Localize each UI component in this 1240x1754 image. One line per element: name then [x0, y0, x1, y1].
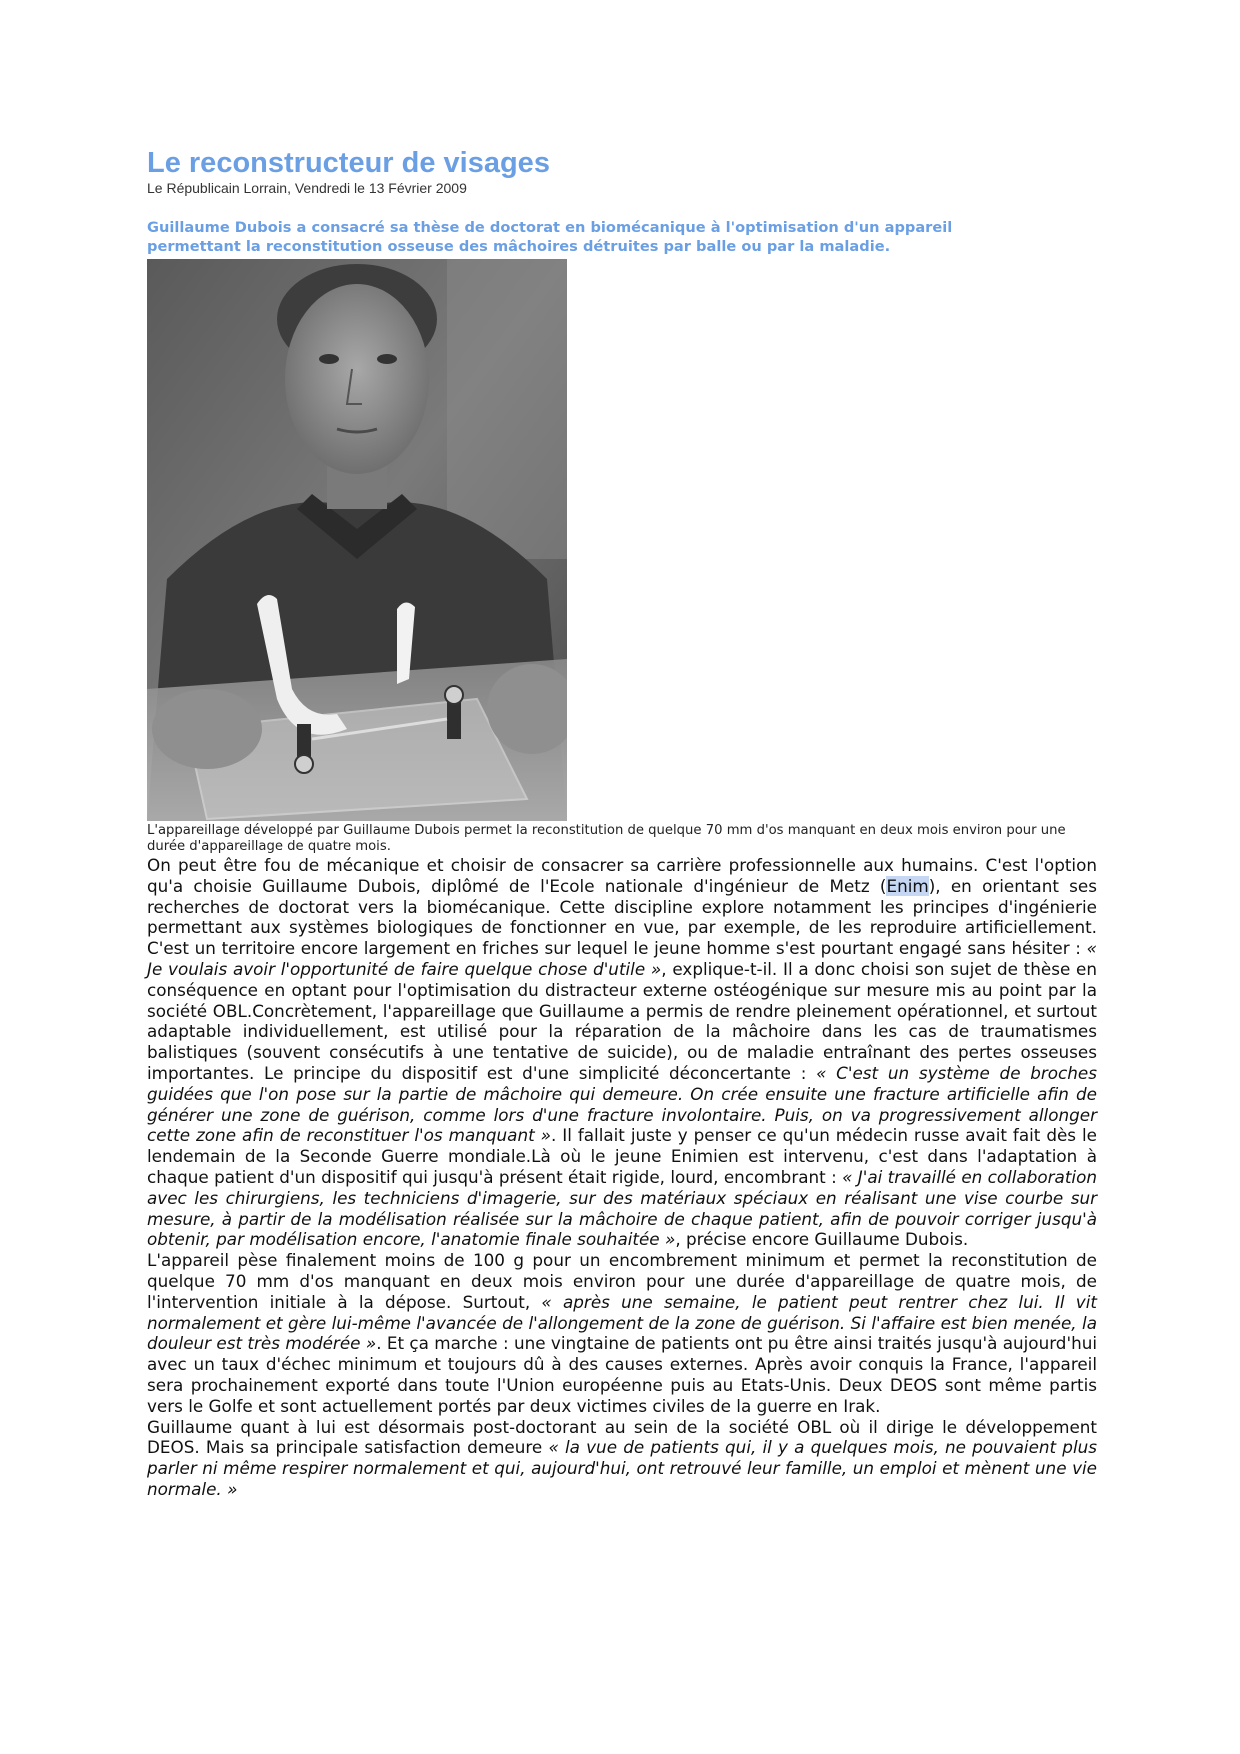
paragraph-1: On peut être fou de mécanique et choisir de consacrer sa carrière professionnelle aux humains. C'est l'option qu'a choisie Guillaume Dubois, diplômé de l'Ecole nationale d'ingénieur de Metz (Enim), en orientant ses recherches de doctorat vers la biomécanique. Cette discipline explore notamment les principes d'ingénierie permettant aux systèmes biologiques de fonctionner en vue, par exemple, de les reproduire artificiellement. C'est un territoire encore largement en friches sur lequel le jeune homme s'est pourtant engagé sans hésiter : « Je voulais avoir l'opportunité de faire quelque chose d'utile », explique-t-il. Il a donc choisi son sujet de thèse en conséquence en optant pour l'optimisation du distracteur externe ostéogénique sur mesure mis au point par la société OBL.Concrètement, l'appareillage que Guillaume a permis de rendre pleinement opérationnel, et surtout adaptable individuellement, est utilisé pour la réparation de la mâchoire dans les cas de traumatismes balistiques (souvent consécutifs à une tentative de suicide), ou de maladie entraînant des pertes osseuses importantes. Le principe du dispositif est d'une simplicité déconcertante : « C'est un système de broches guidées que l'on pose sur la partie de mâchoire qui demeure. On crée ensuite une fracture artificielle afin de générer une zone de guérison, comme lors d'une fracture involontaire. Puis, on va progressivement allonger cette zone afin de reconstituer l'os manquant ». Il fallait juste y penser ce qu'un médecin russe avait fait dès le lendemain de la Seconde Guerre mondiale.Là où le jeune Enimien est intervenu, c'est dans l'adaptation à chaque patient d'un dispositif qui jusqu'à présent était rigide, lourd, encombrant : « J'ai travaillé en collaboration avec les chirurgiens, les techniciens d'imagerie, sur des matériaux spéciaux en réalisant une vise courbe sur mesure, à partir de la modélisation réalisée sur la mâchoire de chaque patient, afin de pouvoir corriger jusqu'à obtenir, par modélisation encore, l'anatomie finale souhaitée », précise encore Guillaume Dubois. [147, 855, 1097, 1250]
paragraph-2: L'appareil pèse finalement moins de 100 g pour un encombrement minimum et permet la reconstitution de quelque 70 mm d'os manquant en deux mois environ pour une durée d'appareillage de quatre mois, de l'intervention initiale à la dépose. Surtout, « après une semaine, le patient peut rentrer chez lui. Il vit normalement et gère lui-même l'avancée de l'allongement de la zone de guérison. Si l'affaire est bien menée, la douleur est très modérée ». Et ça marche : une vingtaine de patients ont pu être ainsi traités jusqu'à aujourd'hui avec un taux d'échec minimum et toujours dû à des causes externes. Après avoir conquis la France, l'appareil sera prochainement exporté dans toute l'Union européenne puis au Etats-Unis. Deux DEOS sont même partis vers le Golfe et sont actuellement portés par deux victimes civiles de la guerre en Irak. [147, 1250, 1098, 1416]
article-source: Le Républicain Lorrain, Vendredi le 13 Février 2009 [147, 180, 467, 196]
article-photo [147, 259, 567, 821]
article-title: Le reconstructeur de visages [147, 147, 550, 179]
enim-link[interactable]: Enim [886, 875, 929, 896]
article-body [147, 855, 1097, 1500]
paragraph-3: Guillaume quant à lui est désormais post-doctorant au sein de la société OBL où il dirige le développement DEOS. Mais sa principale satisfaction demeure « la vue de patients qui, il y a quelques mois, ne pouvaient plus parler ni même respirer normalement et qui, aujourd'hui, ont retrouvé leur famille, un emploi et mènent une vie normale. » [147, 1416, 1097, 1499]
article [147, 146, 1097, 1500]
photo-caption: L'appareillage développé par Guillaume Dubois permet la reconstitution de quelque 70 mm d'os manquant en deux mois environ pour une durée d'appareillage de quatre mois. [147, 823, 1066, 854]
article-lede: Guillaume Dubois a consacré sa thèse de doctorat en biomécanique à l'optimisation d'un appareil permettant la reconstitution osseuse des mâchoires détruites par balle ou par la maladie. [147, 219, 953, 255]
